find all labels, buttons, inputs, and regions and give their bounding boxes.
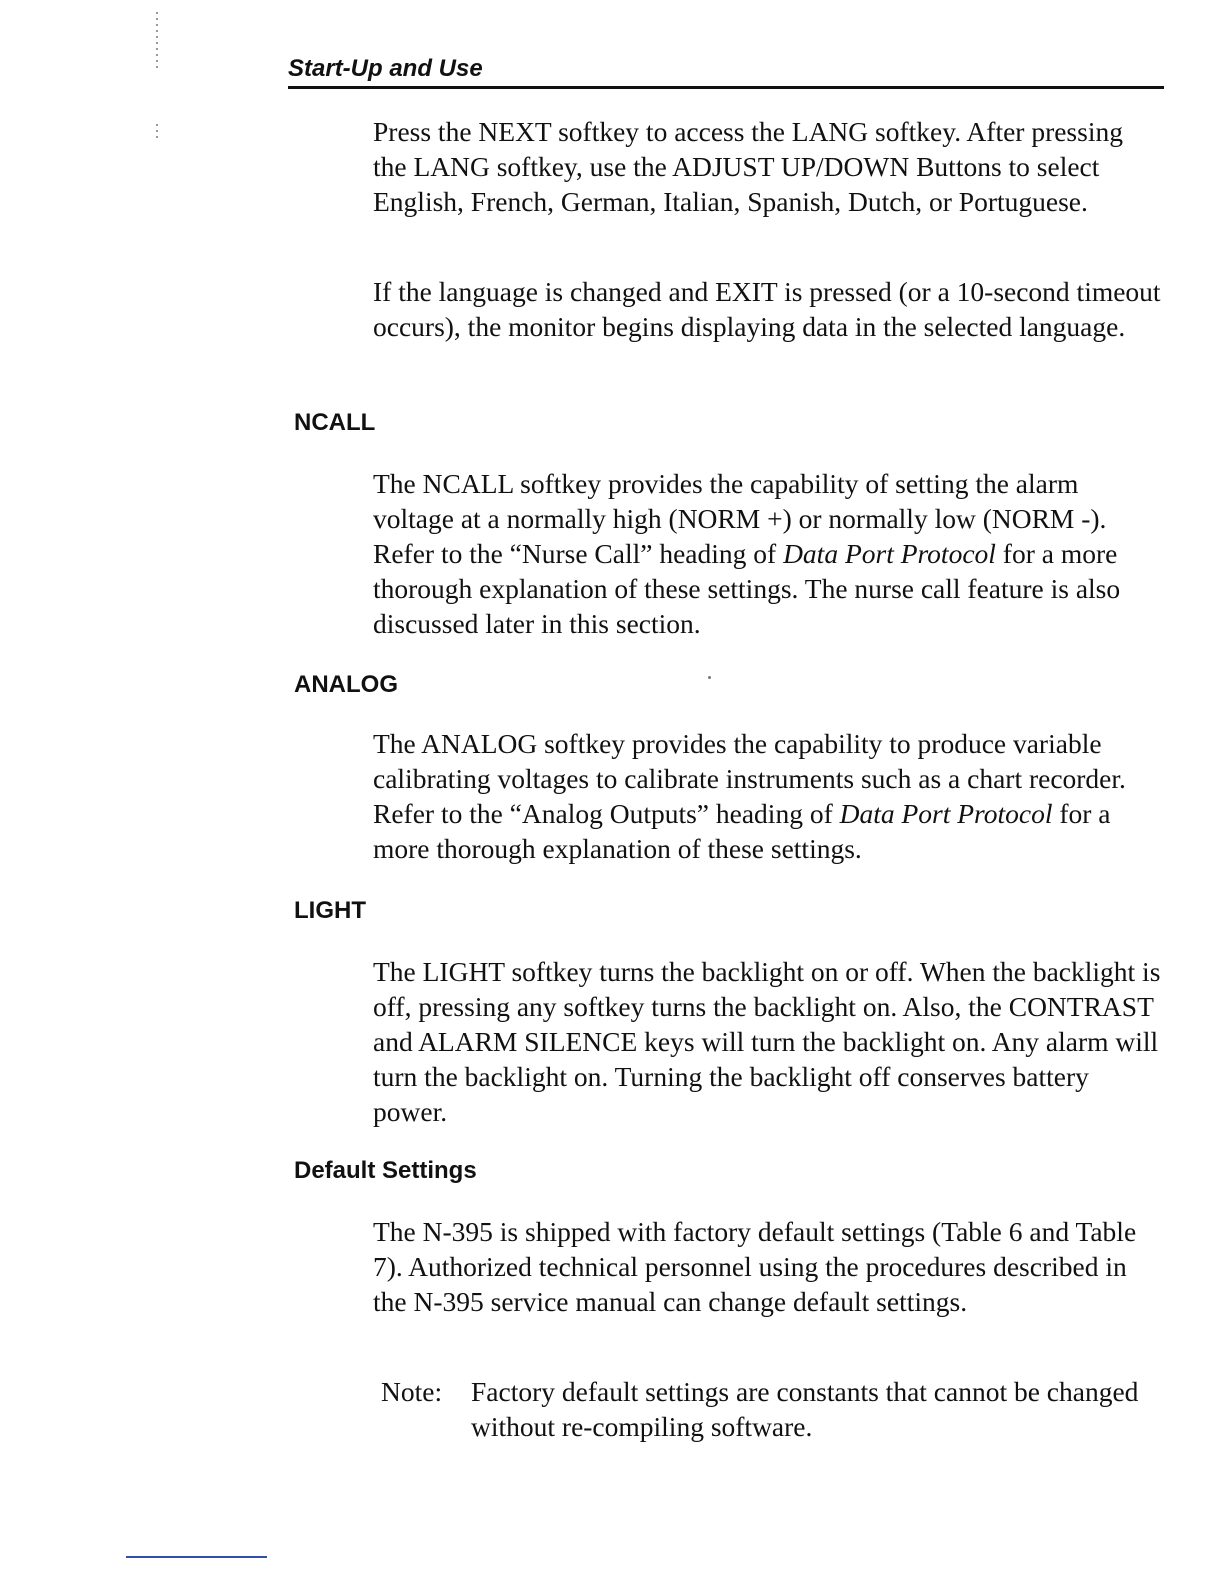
ncall-paragraph [373,466,1163,641]
page-header [288,54,1164,84]
analog-paragraph [373,726,1163,866]
ncall-text-a: The NCALL softkey provides the capability of setting the alarm voltage at a normally high (NORM +) or normally low (NORM -). Refer to the “Nurse Call” heading of [373,468,1107,569]
header-rule [288,86,1164,89]
ncall-text-b: for a more thorough explanation of these settings. The nurse call feature is also discussed later in this section. [373,538,1121,639]
footer-rule [126,1556,267,1558]
header-title: Start-Up and Use [288,55,483,82]
default-settings-heading: Default Settings [294,1157,477,1184]
scan-margin-dots [156,12,158,70]
analog-text-b: for a more thorough explanation of these settings. [373,798,1111,864]
analog-text-a: The ANALOG softkey provides the capability to produce variable calibrating voltages to calibrate instruments such as a chart recorder. Refer to the “Analog Outputs” heading of [373,728,1126,829]
light-heading: LIGHT [294,897,366,924]
note-label: Note: [381,1376,443,1407]
scan-margin-dots [156,124,158,142]
ncall-reference: Data Port Protocol [783,538,996,569]
lang-paragraph-1: Press the NEXT softkey to access the LANG softkey. After pressing the LANG softkey, use the ADJUST UP/DOWN Buttons to select English, French, German, Italian, Spanish, Dutch, or Portuguese. [373,116,1123,217]
analog-heading: ANALOG [294,671,398,698]
lang-paragraph-2: If the language is changed and EXIT is pressed (or a 10-second timeout occurs), the monitor begins displaying data in the selected language. [373,276,1161,342]
scan-speck [708,676,711,679]
note-text: Factory default settings are constants that cannot be changed without re-compiling software. [471,1376,1139,1442]
analog-reference: Data Port Protocol [839,798,1053,829]
default-settings-paragraph: The N-395 is shipped with factory default settings (Table 6 and Table 7). Authorized technical personnel using the procedures described in the N-395 service manual can change default settings. [373,1216,1137,1317]
light-paragraph: The LIGHT softkey turns the backlight on or off. When the backlight is off, pressing any softkey turns the backlight on. Also, the CONTRAST and ALARM SILENCE keys will turn the backlight on. Any alarm will turn the backlight on. Turning the backlight off conserves battery power. [373,956,1161,1127]
ncall-heading: NCALL [294,409,376,436]
